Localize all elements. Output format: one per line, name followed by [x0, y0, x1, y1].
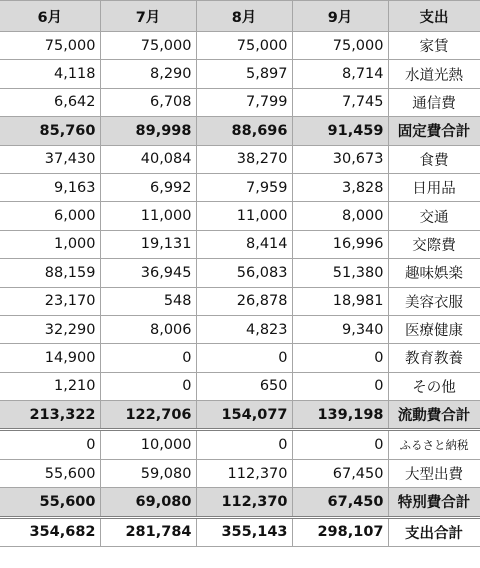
header-cell-july[interactable]: 7月: [100, 1, 196, 32]
cell-september[interactable]: 3,828: [292, 173, 388, 201]
row-label[interactable]: 大型出費: [388, 459, 480, 487]
row-label[interactable]: その他: [388, 372, 480, 400]
cell-july[interactable]: 0: [100, 372, 196, 400]
cell-september[interactable]: 9,340: [292, 315, 388, 343]
cell-june[interactable]: 37,430: [0, 145, 100, 173]
cell-june[interactable]: 213,322: [0, 401, 100, 430]
cell-july[interactable]: 69,080: [100, 488, 196, 517]
row-label[interactable]: 食費: [388, 145, 480, 173]
cell-september[interactable]: 75,000: [292, 32, 388, 60]
cell-august[interactable]: 112,370: [196, 488, 292, 517]
cell-august[interactable]: 56,083: [196, 259, 292, 287]
row-utilities: [0, 60, 480, 88]
cell-june[interactable]: 6,000: [0, 202, 100, 230]
cell-august[interactable]: 154,077: [196, 401, 292, 430]
row-label[interactable]: 通信費: [388, 88, 480, 116]
cell-july[interactable]: 40,084: [100, 145, 196, 173]
row-label[interactable]: 流動費合計: [388, 401, 480, 430]
row-fixed-total: [0, 117, 480, 145]
cell-september[interactable]: 30,673: [292, 145, 388, 173]
cell-august[interactable]: 38,270: [196, 145, 292, 173]
header-row: [0, 1, 480, 32]
cell-june[interactable]: 4,118: [0, 60, 100, 88]
cell-august[interactable]: 0: [196, 430, 292, 459]
cell-june[interactable]: 354,682: [0, 517, 100, 546]
row-label[interactable]: 支出合計: [388, 517, 480, 546]
cell-july[interactable]: 36,945: [100, 259, 196, 287]
row-social: [0, 230, 480, 258]
row-label[interactable]: 交通: [388, 202, 480, 230]
cell-august[interactable]: 7,959: [196, 173, 292, 201]
cell-june[interactable]: 0: [0, 430, 100, 459]
row-education: [0, 344, 480, 372]
row-label[interactable]: 家賃: [388, 32, 480, 60]
row-medical: [0, 315, 480, 343]
cell-august[interactable]: 0: [196, 344, 292, 372]
cell-june[interactable]: 32,290: [0, 315, 100, 343]
row-label[interactable]: 固定費合計: [388, 117, 480, 145]
row-hobby: [0, 259, 480, 287]
header-cell-september[interactable]: 9月: [292, 1, 388, 32]
cell-july[interactable]: 6,708: [100, 88, 196, 116]
cell-june[interactable]: 55,600: [0, 488, 100, 517]
cell-june[interactable]: 1,210: [0, 372, 100, 400]
cell-july[interactable]: 548: [100, 287, 196, 315]
cell-july[interactable]: 89,998: [100, 117, 196, 145]
row-label[interactable]: 水道光熱: [388, 60, 480, 88]
cell-july[interactable]: 0: [100, 344, 196, 372]
cell-september[interactable]: 0: [292, 430, 388, 459]
row-label[interactable]: 教育教養: [388, 344, 480, 372]
row-beauty-clothing: [0, 287, 480, 315]
cell-june[interactable]: 55,600: [0, 459, 100, 487]
cell-june[interactable]: 6,642: [0, 88, 100, 116]
cell-july[interactable]: 59,080: [100, 459, 196, 487]
cell-september[interactable]: 91,459: [292, 117, 388, 145]
header-cell-june[interactable]: 6月: [0, 1, 100, 32]
cell-july[interactable]: 11,000: [100, 202, 196, 230]
cell-september[interactable]: 16,996: [292, 230, 388, 258]
row-grand-total: [0, 517, 480, 546]
header-cell-august[interactable]: 8月: [196, 1, 292, 32]
row-rent: [0, 32, 480, 60]
row-special-total: [0, 488, 480, 517]
row-daily-goods: [0, 173, 480, 201]
cell-september[interactable]: 67,450: [292, 488, 388, 517]
cell-june[interactable]: 9,163: [0, 173, 100, 201]
row-label[interactable]: 日用品: [388, 173, 480, 201]
cell-august[interactable]: 75,000: [196, 32, 292, 60]
cell-september[interactable]: 8,714: [292, 60, 388, 88]
row-label[interactable]: 医療健康: [388, 315, 480, 343]
cell-september[interactable]: 298,107: [292, 517, 388, 546]
cell-august[interactable]: 650: [196, 372, 292, 400]
cell-september[interactable]: 8,000: [292, 202, 388, 230]
cell-august[interactable]: 26,878: [196, 287, 292, 315]
cell-june[interactable]: 85,760: [0, 117, 100, 145]
cell-august[interactable]: 8,414: [196, 230, 292, 258]
cell-september[interactable]: 51,380: [292, 259, 388, 287]
header-cell-expense[interactable]: 支出: [388, 1, 480, 32]
row-food: [0, 145, 480, 173]
cell-september[interactable]: 7,745: [292, 88, 388, 116]
row-large-expense: [0, 459, 480, 487]
cell-september[interactable]: 139,198: [292, 401, 388, 430]
cell-september[interactable]: 0: [292, 372, 388, 400]
cell-august[interactable]: 4,823: [196, 315, 292, 343]
cell-june[interactable]: 14,900: [0, 344, 100, 372]
row-label[interactable]: 交際費: [388, 230, 480, 258]
row-other: [0, 372, 480, 400]
cell-august[interactable]: 7,799: [196, 88, 292, 116]
cell-july[interactable]: 281,784: [100, 517, 196, 546]
row-label[interactable]: ふるさと納税: [388, 430, 480, 459]
cell-august[interactable]: 5,897: [196, 60, 292, 88]
cell-august[interactable]: 355,143: [196, 517, 292, 546]
row-variable-total: [0, 401, 480, 430]
cell-september[interactable]: 18,981: [292, 287, 388, 315]
cell-july[interactable]: 19,131: [100, 230, 196, 258]
row-label[interactable]: 趣味娯楽: [388, 259, 480, 287]
cell-september[interactable]: 0: [292, 344, 388, 372]
row-label[interactable]: 特別費合計: [388, 488, 480, 517]
cell-july[interactable]: 8,006: [100, 315, 196, 343]
cell-july[interactable]: 8,290: [100, 60, 196, 88]
row-furusato-tax: [0, 430, 480, 459]
row-transport: [0, 202, 480, 230]
cell-september[interactable]: 67,450: [292, 459, 388, 487]
cell-august[interactable]: 11,000: [196, 202, 292, 230]
cell-august[interactable]: 88,696: [196, 117, 292, 145]
row-label[interactable]: 美容衣服: [388, 287, 480, 315]
cell-july[interactable]: 10,000: [100, 430, 196, 459]
cell-june[interactable]: 23,170: [0, 287, 100, 315]
cell-july[interactable]: 75,000: [100, 32, 196, 60]
cell-june[interactable]: 88,159: [0, 259, 100, 287]
cell-august[interactable]: 112,370: [196, 459, 292, 487]
cell-june[interactable]: 1,000: [0, 230, 100, 258]
cell-june[interactable]: 75,000: [0, 32, 100, 60]
cell-july[interactable]: 122,706: [100, 401, 196, 430]
cell-july[interactable]: 6,992: [100, 173, 196, 201]
row-communication: [0, 88, 480, 116]
